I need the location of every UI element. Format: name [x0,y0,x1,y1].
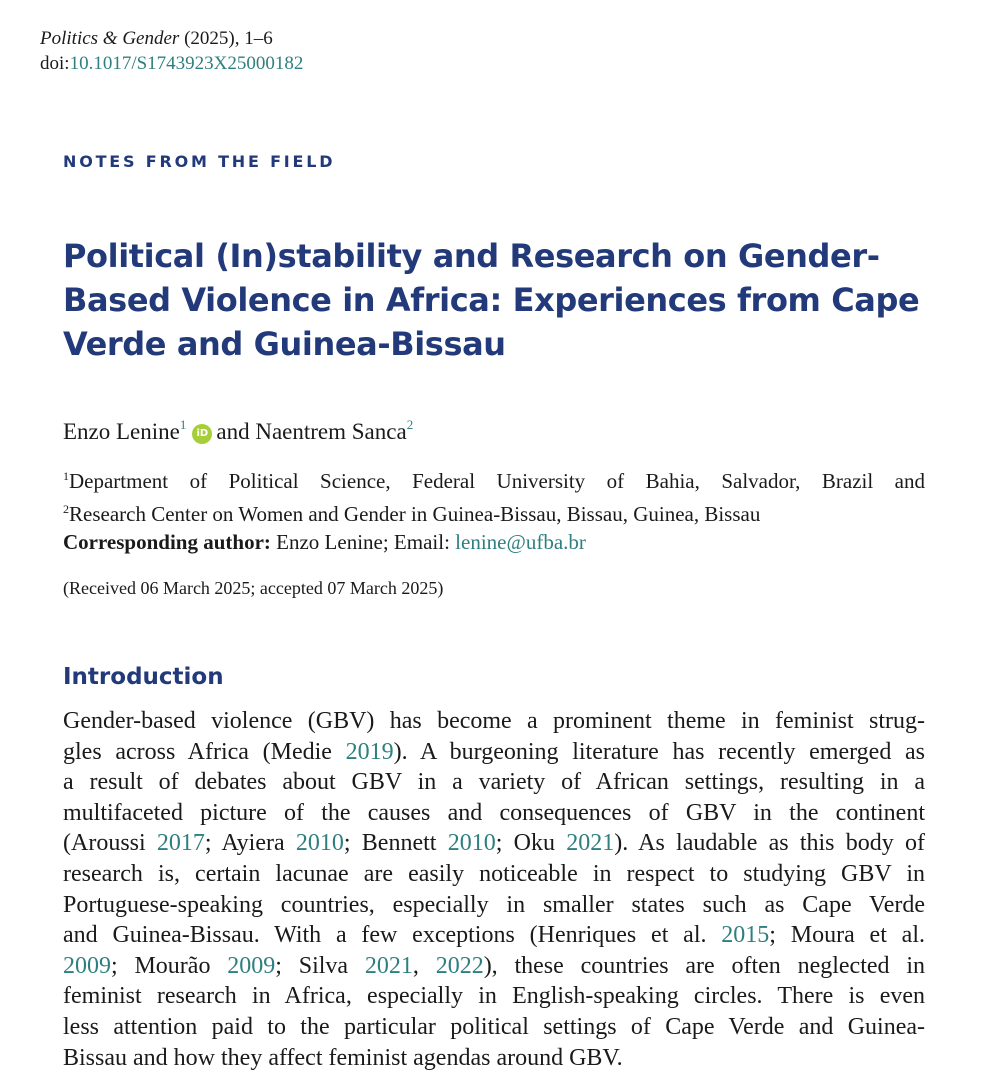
paragraph-line [63,951,925,982]
affiliations [63,462,925,556]
section-label: NOTES FROM THE FIELD [63,152,336,171]
corresponding-text: Enzo Lenine; Email: [270,530,456,554]
paragraph-line [63,767,925,798]
affiliation-marker: 1 [179,417,187,432]
orcid-icon[interactable]: iD [192,424,212,444]
paragraph-text: , [412,952,436,979]
paragraph-text: and Guinea-Bissau. With a few exceptions (Henriques et al. [63,922,722,949]
section-heading-introduction: Introduction [63,664,224,690]
journal-citation [40,26,303,51]
paragraph-text: ; Silva [275,952,365,979]
paragraph-line [63,981,925,1012]
paragraph-text: Gender-based violence (GBV) has become a prominent theme in feminist strug- [63,708,925,734]
citation-link[interactable]: 2022 [435,952,484,979]
paragraph-text: (Aroussi [63,830,157,857]
paragraph-text: multifaceted picture of the causes and consequences of GBV in the continent [63,799,925,826]
paragraph-text: less attention paid to the particular political settings of Cape Verde and Guinea- [63,1013,925,1040]
author-list [63,410,413,447]
citation-link[interactable]: 2009 [227,952,276,979]
affiliation-text: Department of Political Science, Federal University of Bahia, Salvador, Brazil and [69,469,925,493]
paragraph-text: ; Oku [495,830,567,857]
affiliation-marker: 1 [63,469,69,483]
paragraph-line [63,890,925,921]
affiliation-1 [63,462,925,495]
paragraph-text: ). A burgeoning literature has recently emerged as [393,738,925,765]
paragraph-text: ). As laudable as this body of [614,830,926,857]
paragraph-text: feminist research in Africa, especially in English-speaking circles. There is even [63,983,925,1010]
corresponding-label: Corresponding author: [63,530,271,554]
paragraph-text: ; Mourão [111,952,228,979]
journal-header [40,26,303,76]
doi-link[interactable]: 10.1017/S1743923X25000182 [69,53,304,74]
paragraph-text: Portuguese-speaking countries, especially in smaller states such as Cape Verde [63,891,925,918]
paragraph-text: ), these countries are often neglected in [483,952,926,979]
affiliation-text: Research Center on Women and Gender in Guinea-Bissau, Bissau, Guinea, Bissau [69,502,761,526]
author-connector: and [216,419,250,444]
article-title: Political (In)stability and Research on Gender-Based Violence in Africa: Experiences from Cape Verde and Guinea-Bissau [63,237,920,363]
paragraph-line [63,920,925,951]
paragraph-text: Bissau and how they affect feminist agendas around GBV. [63,1044,623,1071]
paragraph-text: research is, certain lacunae are easily noticeable in respect to studying GBV in [63,860,925,887]
paragraph-text: gles across Africa (Medie [63,738,346,765]
citation-link[interactable]: 2017 [156,830,205,857]
doi-line [40,51,303,76]
paragraph-text: ; Moura et al. [769,922,925,949]
citation-link[interactable]: 2021 [566,830,615,857]
corresponding-author [63,528,925,556]
doi-prefix: doi: [40,53,70,74]
paragraph-line [63,1012,925,1043]
citation-link[interactable]: 2009 [63,952,111,979]
affiliation-marker: 2 [406,417,414,432]
paragraph-text: ; Bennett [343,830,448,857]
paragraph-line [63,706,925,737]
paragraph-line [63,737,925,768]
affiliation-marker: 2 [63,502,69,516]
email-link[interactable]: lenine@ufba.br [455,530,586,554]
journal-name: Politics & Gender [40,28,180,49]
paragraph-line [63,859,925,890]
author-name[interactable]: Enzo Lenine [63,419,180,444]
paragraph-text: ; Ayiera [204,830,296,857]
citation-link[interactable]: 2015 [721,922,770,949]
citation-link[interactable]: 2021 [364,952,413,979]
affiliation-2 [63,495,925,528]
received-dates: (Received 06 March 2025; accepted 07 March 2025) [63,578,444,598]
paragraph-line [63,798,925,829]
citation-link[interactable]: 2019 [345,738,394,765]
citation-link[interactable]: 2010 [447,830,496,857]
citation-link[interactable]: 2010 [295,830,344,857]
journal-info: (2025), 1–6 [179,28,273,49]
paragraph-line [63,828,925,859]
paragraph-text: a result of debates about GBV in a variety of African settings, resulting in a [63,769,925,796]
paragraph-line [63,1043,925,1074]
author-name[interactable]: Naentrem Sanca [255,419,407,444]
introduction-paragraph [63,706,925,1073]
